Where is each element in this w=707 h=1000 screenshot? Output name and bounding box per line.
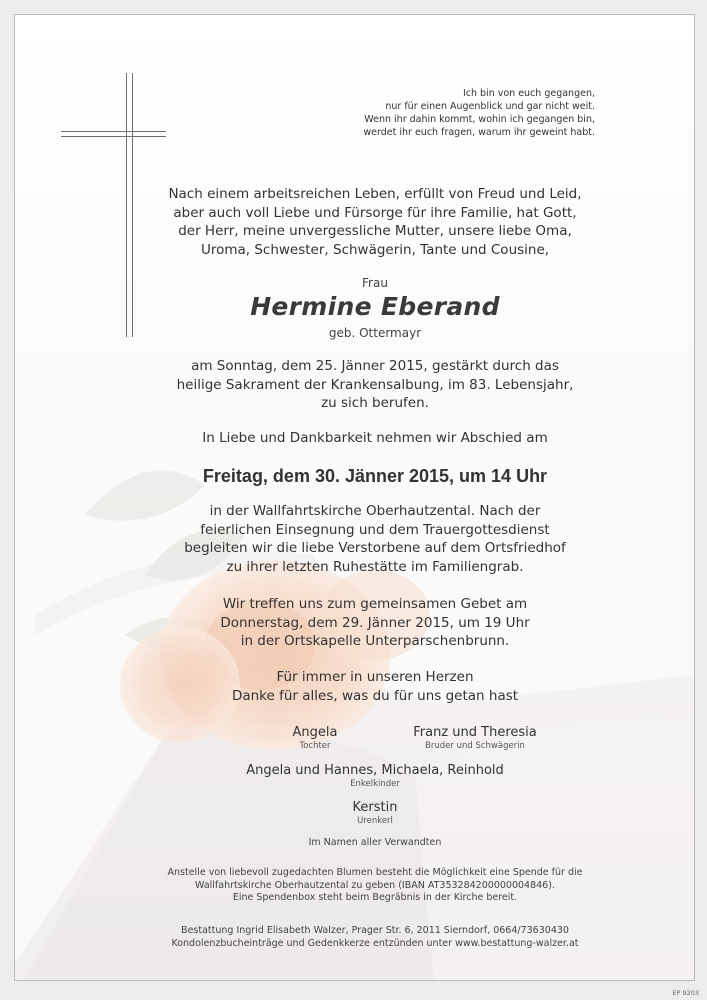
poem-line: nur für einen Augenblick und gar nicht weit.	[385, 101, 595, 112]
death-line: am Sonntag, dem 25. Jänner 2015, gestärkt durch das	[191, 358, 559, 374]
farewell-line: In Liebe und Dankbarkeit nehmen wir Abschied am	[202, 430, 548, 446]
intro-line: Uroma, Schwester, Schwägerin, Tante und Cousine,	[200, 241, 550, 258]
intro-line: Nach einem arbeitsreichen Leben, erfüllt von Freud und Leid,	[168, 186, 582, 202]
prayer-line: Donnerstag, dem 29. Jänner 2015, um 19 Uhr	[220, 614, 530, 631]
mourner-relation: Urenkerl	[357, 816, 393, 826]
prayer-line: in der Ortskapelle Unterparschenbrunn.	[240, 633, 510, 649]
poem	[315, 87, 595, 139]
intro-paragraph	[115, 185, 635, 259]
donation-note	[95, 867, 655, 905]
donation-line: Eine Spendenbox steht beim Begräbnis in der Kirche bereit.	[232, 892, 518, 903]
death-paragraph	[115, 357, 635, 413]
cross-symbol-bar-2	[61, 136, 166, 137]
undertaker-line: Kondolenzbucheinträge und Gedenkkerze entzünden unter www.bestattung-walzer.at	[171, 937, 579, 949]
document-code: EP 9203	[672, 989, 699, 997]
deceased-name: Hermine Eberand	[250, 292, 500, 321]
ceremony-line: zu ihrer letzten Ruhestätte im Familiengrab.	[226, 558, 524, 575]
death-line: heilige Sakrament der Krankensalbung, im 83. Lebensjahr,	[176, 376, 574, 393]
donation-line: Anstelle von liebevoll zugedachten Blumen besteht die Möglichkeit eine Spende für die	[167, 867, 583, 878]
prayer-line: Wir treffen uns zum gemeinsamen Gebet am	[222, 596, 528, 612]
closing-paragraph	[115, 668, 635, 705]
ceremony-line: in der Wallfahrtskirche Oberhautzental. Nach der	[209, 503, 541, 519]
undertaker-info	[95, 925, 655, 950]
mourner-name: Franz und Theresia	[413, 725, 537, 740]
death-line: zu sich berufen.	[321, 395, 429, 411]
funeral-date: Freitag, dem 30. Jänner 2015, um 14 Uhr	[202, 466, 548, 486]
prayer-paragraph	[115, 595, 635, 651]
mourner-daughter	[245, 725, 385, 752]
mourner-grandchildren	[215, 763, 535, 790]
maiden-name: geb. Ottermayr	[328, 326, 422, 340]
mourner-great-grandchild	[315, 800, 435, 827]
mourner-name: Angela und Hannes, Michaela, Reinhold	[246, 763, 504, 778]
mourner-name: Angela	[292, 725, 338, 740]
poem-line: werdet ihr euch fragen, warum ihr geweint habt.	[363, 127, 595, 138]
poem-line: Ich bin von euch gegangen,	[462, 88, 595, 99]
ceremony-paragraph	[115, 502, 635, 576]
closing-line: Danke für alles, was du für uns getan hast	[231, 687, 519, 704]
mourner-relation: Bruder und Schwägerin	[425, 741, 525, 751]
ceremony-line: begleiten wir die liebe Verstorbene auf dem Ortsfriedhof	[184, 540, 566, 556]
relatives-line: Im Namen aller Verwandten	[308, 837, 442, 848]
mourner-relation: Tochter	[299, 741, 331, 751]
mourner-name: Kerstin	[352, 800, 398, 815]
closing-line: Für immer in unseren Herzen	[276, 669, 474, 685]
cross-symbol-bar	[61, 131, 166, 132]
mourner-siblings	[385, 725, 565, 752]
mourner-relation: Enkelkinder	[350, 779, 400, 789]
roses-book-background-image	[15, 15, 694, 980]
poem-line: Wenn ihr dahin kommt, wohin ich gegangen bin,	[364, 114, 595, 125]
intro-line: der Herr, meine unvergessliche Mutter, unsere liebe Oma,	[178, 223, 572, 239]
undertaker-line: Bestattung Ingrid Elisabeth Walzer, Prager Str. 6, 2011 Sierndorf, 0664/73630430	[181, 925, 569, 936]
ceremony-line: feierlichen Einsegnung und dem Trauergottesdienst	[200, 521, 550, 538]
intro-line: aber auch voll Liebe und Fürsorge für ihre Familie, hat Gott,	[173, 204, 577, 221]
obituary-sheet	[14, 14, 695, 981]
salutation: Frau	[362, 276, 388, 290]
donation-line: Wallfahrtskirche Oberhautzental zu geben (IBAN AT353284200000004846).	[195, 879, 555, 891]
